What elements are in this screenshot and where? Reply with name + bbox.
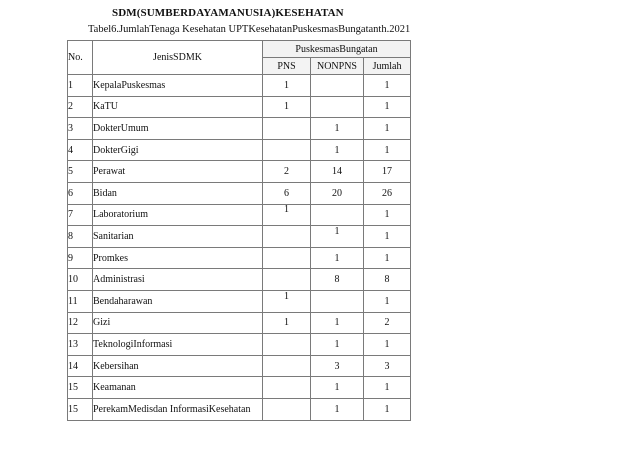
row-nonpns-cell bbox=[311, 204, 364, 226]
row-number: 15 bbox=[68, 403, 78, 415]
row-number-cell bbox=[68, 139, 93, 161]
row-number: 11 bbox=[68, 295, 78, 307]
row-pns-cell bbox=[263, 118, 311, 140]
row-pns-cell bbox=[263, 247, 311, 269]
table-body bbox=[68, 75, 411, 421]
row-jenis-sdmk-cell bbox=[93, 182, 263, 204]
row-jumlah: 8 bbox=[384, 274, 390, 286]
row-jenis-sdmk-cell bbox=[93, 334, 263, 356]
row-jumlah: 1 bbox=[384, 403, 390, 415]
row-pns: 1 bbox=[284, 290, 289, 302]
row-jenis-sdmk: Sanitarian bbox=[93, 230, 134, 242]
row-number: 12 bbox=[68, 317, 78, 329]
row-jenis-sdmk-cell bbox=[93, 247, 263, 269]
row-nonpns-cell bbox=[311, 269, 364, 291]
row-jumlah-cell bbox=[364, 247, 411, 269]
row-pns-cell bbox=[263, 312, 311, 334]
row-nonpns-cell bbox=[311, 290, 364, 312]
table-row bbox=[68, 139, 411, 161]
row-jumlah: 1 bbox=[384, 101, 390, 113]
row-number: 7 bbox=[68, 209, 73, 221]
row-nonpns: 1 bbox=[334, 225, 340, 237]
row-pns-cell bbox=[263, 226, 311, 248]
row-nonpns-cell bbox=[311, 398, 364, 420]
row-jenis-sdmk: Promkes bbox=[93, 252, 128, 264]
header-pns: PNS bbox=[263, 58, 311, 75]
row-jenis-sdmk: DokterUmum bbox=[93, 122, 149, 134]
row-number-cell bbox=[68, 161, 93, 183]
row-jenis-sdmk-cell bbox=[93, 204, 263, 226]
row-jenis-sdmk: KepalaPuskesmas bbox=[93, 79, 166, 91]
row-nonpns: 3 bbox=[334, 360, 340, 372]
row-jenis-sdmk-cell bbox=[93, 290, 263, 312]
table-row bbox=[68, 355, 411, 377]
row-nonpns: 20 bbox=[332, 187, 342, 199]
table-row bbox=[68, 161, 411, 183]
row-jenis-sdmk-cell bbox=[93, 398, 263, 420]
row-nonpns-cell bbox=[311, 334, 364, 356]
row-pns-cell bbox=[263, 161, 311, 183]
row-jumlah-cell bbox=[364, 355, 411, 377]
row-jumlah-cell bbox=[364, 290, 411, 312]
row-jenis-sdmk-cell bbox=[93, 377, 263, 399]
row-number: 14 bbox=[68, 360, 78, 372]
row-pns: 1 bbox=[284, 317, 289, 329]
row-nonpns: 1 bbox=[334, 122, 340, 134]
row-jumlah: 1 bbox=[384, 209, 390, 221]
table-row bbox=[68, 226, 411, 248]
row-jumlah: 1 bbox=[384, 144, 390, 156]
row-jenis-sdmk-cell bbox=[93, 75, 263, 97]
row-jumlah-cell bbox=[364, 398, 411, 420]
row-pns: 1 bbox=[284, 101, 289, 113]
row-nonpns: 1 bbox=[334, 338, 340, 350]
row-nonpns-cell bbox=[311, 355, 364, 377]
table-row bbox=[68, 75, 411, 97]
row-number-cell bbox=[68, 182, 93, 204]
row-jumlah-cell bbox=[364, 139, 411, 161]
row-number: 15 bbox=[68, 382, 78, 394]
row-jenis-sdmk-cell bbox=[93, 161, 263, 183]
row-number: 5 bbox=[68, 166, 73, 178]
row-number-cell bbox=[68, 118, 93, 140]
row-jenis-sdmk: Bidan bbox=[93, 187, 117, 199]
table-row bbox=[68, 118, 411, 140]
row-number: 2 bbox=[68, 101, 73, 113]
row-jenis-sdmk: Kebersihan bbox=[93, 360, 139, 372]
row-pns-cell bbox=[263, 204, 311, 226]
staff-table bbox=[67, 40, 411, 421]
row-pns-cell bbox=[263, 96, 311, 118]
row-pns-cell bbox=[263, 377, 311, 399]
row-jumlah-cell bbox=[364, 182, 411, 204]
table-row bbox=[68, 247, 411, 269]
row-pns-cell bbox=[263, 398, 311, 420]
row-pns: 1 bbox=[284, 79, 289, 91]
row-nonpns-cell bbox=[311, 312, 364, 334]
row-jenis-sdmk: Gizi bbox=[93, 317, 111, 329]
table-row bbox=[68, 96, 411, 118]
row-nonpns-cell bbox=[311, 226, 364, 248]
header-jumlah: Jumlah bbox=[364, 58, 411, 75]
row-jumlah: 1 bbox=[384, 382, 390, 394]
row-jenis-sdmk: PerekamMedisdan InformasiKesehatan bbox=[93, 403, 251, 415]
row-pns-cell bbox=[263, 182, 311, 204]
row-number-cell bbox=[68, 290, 93, 312]
row-jenis-sdmk: KaTU bbox=[93, 101, 118, 113]
row-jumlah: 1 bbox=[384, 338, 390, 350]
row-jenis-sdmk-cell bbox=[93, 139, 263, 161]
row-jumlah-cell bbox=[364, 226, 411, 248]
row-jumlah: 2 bbox=[384, 317, 390, 329]
row-jumlah-cell bbox=[364, 161, 411, 183]
row-pns-cell bbox=[263, 355, 311, 377]
row-jenis-sdmk: Administrasi bbox=[93, 274, 145, 286]
row-jumlah: 26 bbox=[382, 187, 392, 199]
row-number: 10 bbox=[68, 274, 78, 286]
row-jenis-sdmk: Keamanan bbox=[93, 382, 136, 394]
row-number-cell bbox=[68, 312, 93, 334]
row-jenis-sdmk: DokterGigi bbox=[93, 144, 139, 156]
header-nonpns: NONPNS bbox=[311, 58, 364, 75]
row-number-cell bbox=[68, 269, 93, 291]
row-number: 1 bbox=[68, 79, 73, 91]
row-nonpns-cell bbox=[311, 377, 364, 399]
row-jumlah-cell bbox=[364, 377, 411, 399]
table-row bbox=[68, 398, 411, 420]
row-pns-cell bbox=[263, 290, 311, 312]
row-nonpns-cell bbox=[311, 118, 364, 140]
header-jenis-sdmk: JenisSDMK bbox=[93, 41, 263, 75]
row-jumlah: 17 bbox=[382, 166, 392, 178]
row-number-cell bbox=[68, 204, 93, 226]
row-jumlah: 1 bbox=[384, 79, 390, 91]
row-jumlah: 1 bbox=[384, 230, 390, 242]
row-number-cell bbox=[68, 96, 93, 118]
row-jumlah-cell bbox=[364, 96, 411, 118]
row-number: 6 bbox=[68, 187, 73, 199]
row-jumlah: 1 bbox=[384, 295, 390, 307]
row-nonpns-cell bbox=[311, 96, 364, 118]
row-jumlah-cell bbox=[364, 204, 411, 226]
row-nonpns-cell bbox=[311, 75, 364, 97]
table-row bbox=[68, 334, 411, 356]
row-pns-cell bbox=[263, 75, 311, 97]
row-jenis-sdmk-cell bbox=[93, 96, 263, 118]
row-nonpns-cell bbox=[311, 182, 364, 204]
row-nonpns-cell bbox=[311, 247, 364, 269]
row-jenis-sdmk-cell bbox=[93, 312, 263, 334]
row-nonpns-cell bbox=[311, 139, 364, 161]
row-jumlah: 1 bbox=[384, 252, 390, 264]
row-nonpns: 1 bbox=[334, 382, 340, 394]
row-pns: 1 bbox=[284, 204, 289, 216]
row-number: 9 bbox=[68, 252, 73, 264]
row-jumlah-cell bbox=[364, 75, 411, 97]
row-number: 8 bbox=[68, 230, 73, 242]
table-row bbox=[68, 290, 411, 312]
row-jenis-sdmk: TeknologiInformasi bbox=[93, 338, 173, 350]
row-jenis-sdmk: Bendaharawan bbox=[93, 295, 153, 307]
row-jenis-sdmk-cell bbox=[93, 118, 263, 140]
document-title: SDM(SUMBERDAYAMANUSIA)KESEHATAN bbox=[112, 7, 344, 19]
row-nonpns: 8 bbox=[334, 274, 340, 286]
row-jumlah: 3 bbox=[384, 360, 390, 372]
row-pns: 6 bbox=[284, 187, 289, 199]
row-nonpns-cell bbox=[311, 161, 364, 183]
table-caption: Tabel6.JumlahTenaga Kesehatan UPTKesehatanPuskesmasBungatanth.2021 bbox=[88, 24, 411, 35]
header-no: No. bbox=[68, 41, 93, 75]
row-pns-cell bbox=[263, 269, 311, 291]
row-number-cell bbox=[68, 355, 93, 377]
row-nonpns: 1 bbox=[334, 403, 340, 415]
table-row bbox=[68, 182, 411, 204]
row-jenis-sdmk: Perawat bbox=[93, 166, 126, 178]
row-pns-cell bbox=[263, 334, 311, 356]
row-number-cell bbox=[68, 398, 93, 420]
row-jumlah-cell bbox=[364, 269, 411, 291]
row-number-cell bbox=[68, 226, 93, 248]
header-puskesmas: PuskesmasBungatan bbox=[263, 41, 411, 58]
row-number-cell bbox=[68, 334, 93, 356]
row-jenis-sdmk-cell bbox=[93, 355, 263, 377]
row-jenis-sdmk-cell bbox=[93, 226, 263, 248]
row-number-cell bbox=[68, 247, 93, 269]
row-number: 4 bbox=[68, 144, 73, 156]
row-nonpns: 1 bbox=[334, 317, 340, 329]
row-nonpns: 1 bbox=[334, 144, 340, 156]
row-jumlah-cell bbox=[364, 118, 411, 140]
row-jumlah: 1 bbox=[384, 122, 390, 134]
row-jumlah-cell bbox=[364, 334, 411, 356]
row-nonpns: 1 bbox=[334, 252, 340, 264]
row-pns-cell bbox=[263, 139, 311, 161]
table-row bbox=[68, 204, 411, 226]
row-number: 13 bbox=[68, 338, 78, 350]
table-header bbox=[68, 41, 411, 75]
table-row bbox=[68, 312, 411, 334]
table-row bbox=[68, 269, 411, 291]
row-jumlah-cell bbox=[364, 312, 411, 334]
row-nonpns: 14 bbox=[332, 166, 342, 178]
row-jenis-sdmk: Laboratorium bbox=[93, 209, 148, 221]
row-jenis-sdmk-cell bbox=[93, 269, 263, 291]
table-row bbox=[68, 377, 411, 399]
row-number-cell bbox=[68, 75, 93, 97]
row-pns: 2 bbox=[284, 166, 289, 178]
row-number: 3 bbox=[68, 122, 73, 134]
row-number-cell bbox=[68, 377, 93, 399]
